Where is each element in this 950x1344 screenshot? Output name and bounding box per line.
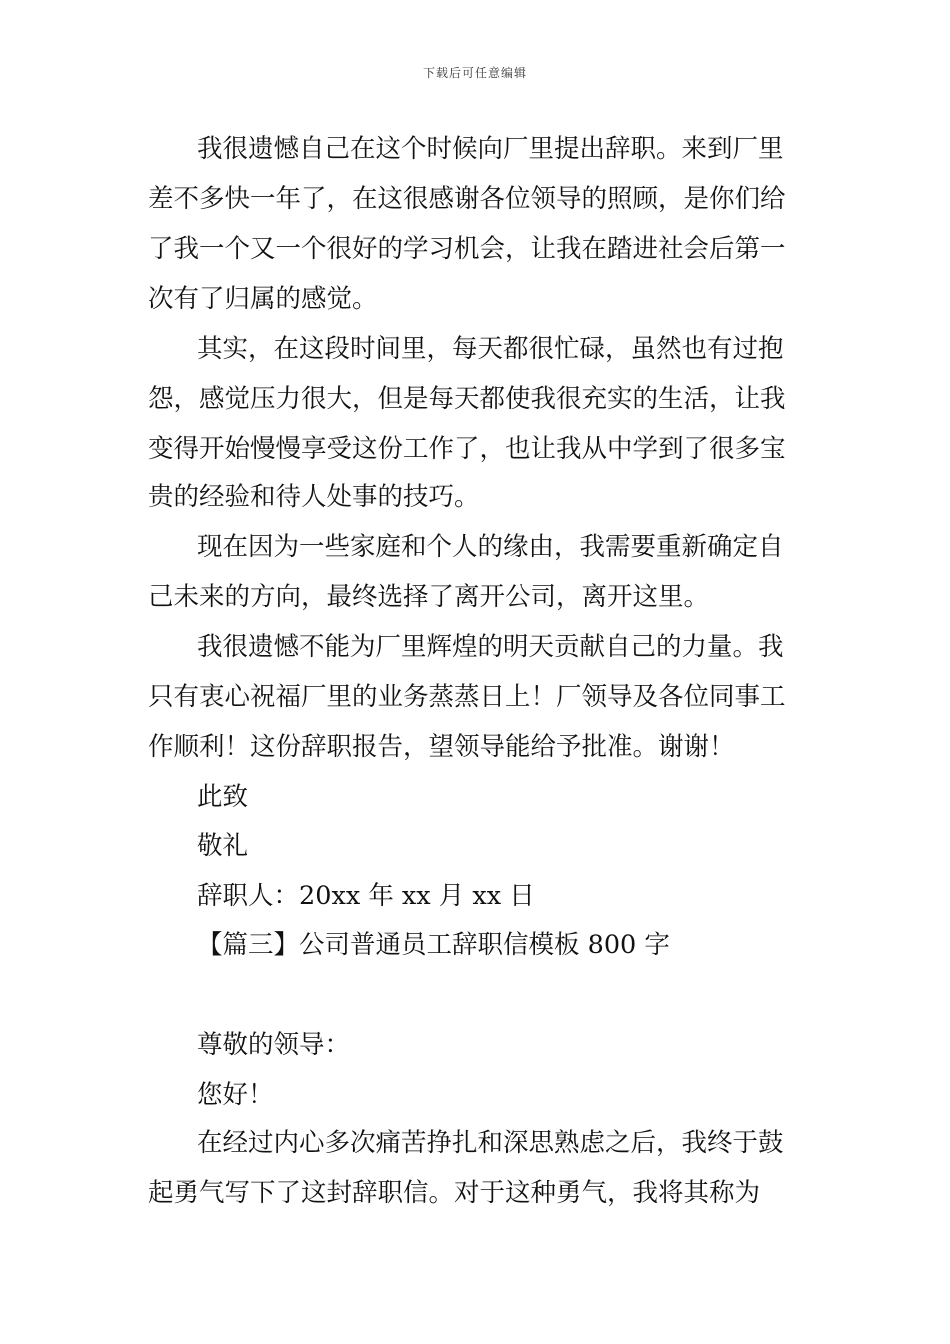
body-line: 贵的经验和待人处事的技巧。 xyxy=(148,482,480,512)
signature-date: 辞职人：20xx 年 xx 月 xx 日 xyxy=(197,881,535,911)
page-header: 下载后可任意编辑 xyxy=(422,66,527,80)
body-line: 变得开始慢慢享受这份工作了，也让我从中学到了很多宝 xyxy=(148,434,786,464)
section-title: 【篇三】公司普通员工辞职信模板 800 字 xyxy=(197,930,670,960)
body-line: 只有衷心祝福厂里的业务蒸蒸日上！厂领导及各位同事工 xyxy=(148,682,786,712)
closing-salutation: 此致 xyxy=(197,782,249,812)
body-line: 我很遗憾自己在这个时候向厂里提出辞职。来到厂里 xyxy=(197,134,784,164)
body-line: 次有了归属的感觉。 xyxy=(148,284,378,314)
greeting-hello: 您好！ xyxy=(197,1080,274,1110)
closing-regards: 敬礼 xyxy=(197,831,249,861)
body-line: 现在因为一些家庭和个人的缘由，我需要重新确定自 xyxy=(197,532,784,562)
body-line: 其实，在这段时间里，每天都很忙碌，虽然也有过抱 xyxy=(197,334,784,364)
body-line: 怨，感觉压力很大，但是每天都使我很充实的生活，让我 xyxy=(148,384,786,414)
body-line: 己未来的方向，最终选择了离开公司，离开这里。 xyxy=(148,582,710,612)
body-line: 差不多快一年了，在这很感谢各位领导的照顾，是你们给 xyxy=(148,184,786,214)
greeting: 尊敬的领导： xyxy=(197,1030,351,1060)
body-line: 起勇气写下了这封辞职信。对于这种勇气，我将其称为 xyxy=(148,1178,761,1208)
body-line: 作顺利！这份辞职报告，望领导能给予批准。谢谢！ xyxy=(148,732,735,762)
body-line: 在经过内心多次痛苦挣扎和深思熟虑之后，我终于鼓 xyxy=(197,1128,784,1158)
body-line: 我很遗憾不能为厂里辉煌的明天贡献自己的力量。我 xyxy=(197,632,784,662)
body-line: 了我一个又一个很好的学习机会，让我在踏进社会后第一 xyxy=(148,234,786,264)
